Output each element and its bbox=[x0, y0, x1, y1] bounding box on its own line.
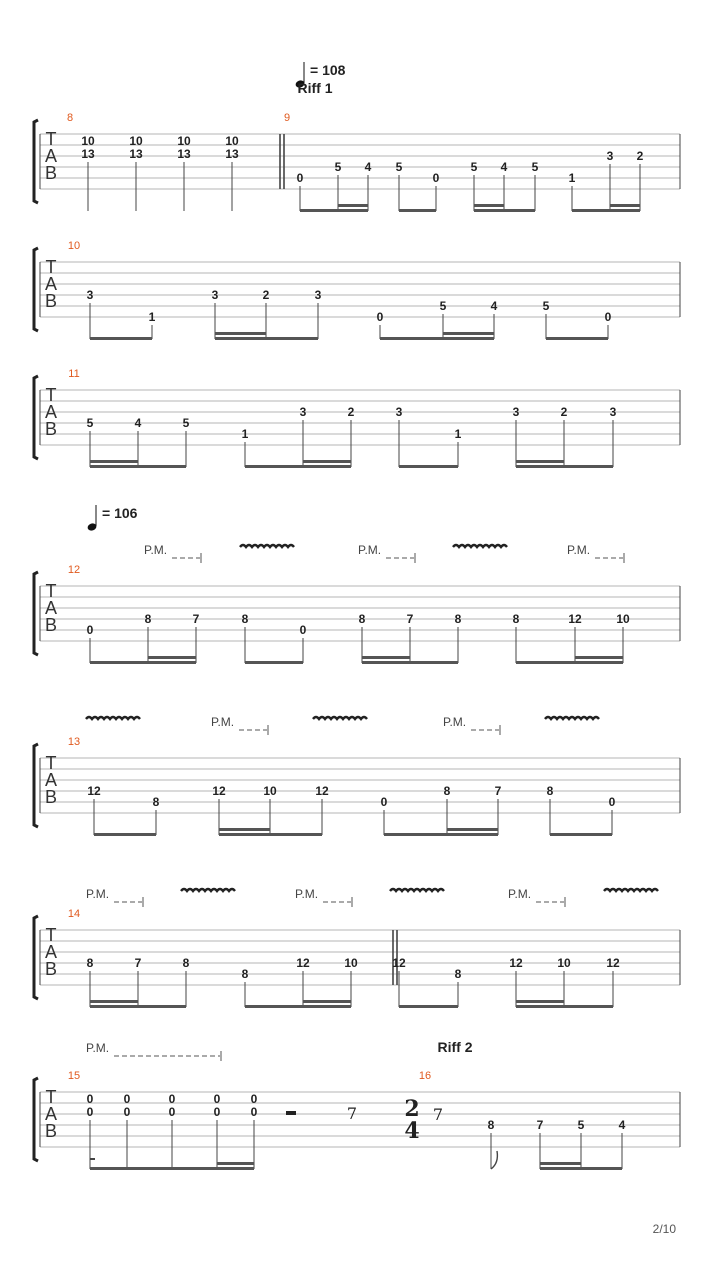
beam bbox=[245, 661, 303, 664]
fret-number: 0 bbox=[86, 1105, 94, 1119]
beam-secondary bbox=[303, 460, 351, 463]
short-stroke bbox=[90, 1158, 95, 1160]
beam-secondary bbox=[215, 332, 266, 335]
system-bracket bbox=[34, 120, 38, 203]
beam-secondary bbox=[575, 656, 623, 659]
palm-mute-label: P.M. bbox=[567, 543, 591, 557]
eighth-rest: 7 bbox=[432, 1105, 444, 1124]
beam-secondary bbox=[474, 204, 504, 207]
fret-number: 2 bbox=[262, 288, 270, 302]
beam bbox=[215, 337, 318, 340]
beam bbox=[245, 465, 351, 468]
fret-number: 1 bbox=[241, 427, 249, 441]
palm-mute-label: P.M. bbox=[211, 715, 235, 729]
beam-secondary bbox=[148, 656, 196, 659]
fret-number: 0 bbox=[296, 171, 304, 185]
beam bbox=[399, 465, 458, 468]
fret-number: 10 bbox=[344, 956, 358, 970]
palm-mute-label: P.M. bbox=[86, 887, 110, 901]
fret-number: 0 bbox=[376, 310, 384, 324]
measure-number: 16 bbox=[418, 1070, 432, 1082]
fret-number: 3 bbox=[211, 288, 219, 302]
note-flag bbox=[491, 1151, 497, 1169]
beam-secondary bbox=[443, 332, 494, 335]
beam bbox=[90, 1167, 254, 1170]
tab-clef-letter: A bbox=[44, 146, 58, 166]
fret-number: 12 bbox=[509, 956, 523, 970]
beam bbox=[380, 337, 494, 340]
tab-clef-letter: T bbox=[45, 753, 57, 773]
tempo-marking: = 108 bbox=[310, 62, 346, 78]
fret-number: 8 bbox=[454, 967, 462, 981]
fret-number: 10 bbox=[263, 784, 277, 798]
fret-number: 12 bbox=[568, 612, 582, 626]
vibrato-mark bbox=[390, 889, 444, 891]
fret-number: 3 bbox=[299, 405, 307, 419]
fret-number: 8 bbox=[241, 612, 249, 626]
fret-number: 2 bbox=[636, 149, 644, 163]
beam bbox=[94, 833, 156, 836]
time-signature-top: 2 bbox=[404, 1096, 420, 1122]
vibrato-mark bbox=[240, 545, 294, 547]
tab-clef-letter: T bbox=[45, 925, 57, 945]
beam bbox=[362, 661, 458, 664]
beam-secondary bbox=[516, 1000, 564, 1003]
fret-number: 2 bbox=[347, 405, 355, 419]
fret-number: 10 bbox=[129, 134, 143, 148]
fret-number: 3 bbox=[86, 288, 94, 302]
fret-number: 3 bbox=[395, 405, 403, 419]
beam bbox=[90, 465, 186, 468]
fret-number: 10 bbox=[81, 134, 95, 148]
fret-number: 1 bbox=[454, 427, 462, 441]
fret-number: 3 bbox=[512, 405, 520, 419]
system-bracket bbox=[34, 248, 38, 331]
measure-number: 9 bbox=[283, 112, 291, 124]
tab-clef-letter: A bbox=[44, 942, 58, 962]
beam bbox=[516, 465, 613, 468]
fret-number: 3 bbox=[606, 149, 614, 163]
palm-mute-label: P.M. bbox=[508, 887, 532, 901]
fret-number: 13 bbox=[81, 147, 95, 161]
tab-clef-letter: A bbox=[44, 1104, 58, 1124]
fret-number: 8 bbox=[487, 1118, 495, 1132]
beam bbox=[90, 337, 152, 340]
fret-number: 2 bbox=[560, 405, 568, 419]
fret-number: 4 bbox=[364, 160, 372, 174]
measure-number: 8 bbox=[66, 112, 74, 124]
fret-number: 4 bbox=[500, 160, 508, 174]
fret-number: 5 bbox=[182, 416, 190, 430]
measure-number: 12 bbox=[67, 564, 81, 576]
beam-secondary bbox=[447, 828, 498, 831]
fret-number: 0 bbox=[250, 1092, 258, 1106]
beam-secondary bbox=[516, 460, 564, 463]
beam bbox=[474, 209, 535, 212]
fret-number: 12 bbox=[87, 784, 101, 798]
fret-number: 1 bbox=[148, 310, 156, 324]
fret-number: 0 bbox=[123, 1092, 131, 1106]
fret-number: 4 bbox=[490, 299, 498, 313]
system-bracket bbox=[34, 376, 38, 459]
fret-number: 0 bbox=[213, 1092, 221, 1106]
fret-number: 8 bbox=[546, 784, 554, 798]
fret-number: 0 bbox=[432, 171, 440, 185]
beam-secondary bbox=[217, 1162, 254, 1165]
fret-number: 7 bbox=[536, 1118, 544, 1132]
tab-clef-letter: A bbox=[44, 598, 58, 618]
eighth-rest: 7 bbox=[346, 1104, 358, 1123]
tab-clef-letter: T bbox=[45, 1087, 57, 1107]
fret-number: 8 bbox=[512, 612, 520, 626]
fret-number: 5 bbox=[395, 160, 403, 174]
measure-number: 11 bbox=[68, 368, 80, 380]
beam bbox=[90, 661, 196, 664]
palm-mute-label: P.M. bbox=[358, 543, 382, 557]
tab-clef-letter: T bbox=[45, 129, 57, 149]
fret-number: 5 bbox=[86, 416, 94, 430]
fret-number: 8 bbox=[241, 967, 249, 981]
section-label: Riff 1 bbox=[297, 80, 333, 96]
fret-number: 5 bbox=[439, 299, 447, 313]
vibrato-mark bbox=[604, 889, 658, 891]
fret-number: 12 bbox=[392, 956, 406, 970]
beam-secondary bbox=[90, 1000, 138, 1003]
tab-clef-letter: B bbox=[44, 1121, 58, 1141]
fret-number: 8 bbox=[144, 612, 152, 626]
measure-number: 13 bbox=[67, 736, 81, 748]
fret-number: 12 bbox=[315, 784, 329, 798]
palm-mute-label: P.M. bbox=[144, 543, 168, 557]
fret-number: 7 bbox=[406, 612, 414, 626]
fret-number: 0 bbox=[168, 1105, 176, 1119]
fret-number: 12 bbox=[212, 784, 226, 798]
fret-number: 12 bbox=[606, 956, 620, 970]
fret-number: 0 bbox=[380, 795, 388, 809]
fret-number: 10 bbox=[177, 134, 191, 148]
fret-number: 5 bbox=[542, 299, 550, 313]
fret-number: 10 bbox=[616, 612, 630, 626]
tab-clef-letter: B bbox=[44, 291, 58, 311]
fret-number: 13 bbox=[225, 147, 239, 161]
fret-number: 8 bbox=[358, 612, 366, 626]
palm-mute-label: P.M. bbox=[443, 715, 467, 729]
fret-number: 10 bbox=[225, 134, 239, 148]
tab-clef-letter: A bbox=[44, 402, 58, 422]
beam-secondary bbox=[90, 460, 138, 463]
beam-secondary bbox=[362, 656, 410, 659]
fret-number: 5 bbox=[577, 1118, 585, 1132]
fret-number: 0 bbox=[299, 623, 307, 637]
vibrato-mark bbox=[313, 717, 367, 719]
fret-number: 0 bbox=[168, 1092, 176, 1106]
tab-clef-letter: A bbox=[44, 274, 58, 294]
fret-number: 0 bbox=[608, 795, 616, 809]
fret-number: 0 bbox=[86, 623, 94, 637]
half-rest bbox=[286, 1111, 296, 1115]
measure-number: 10 bbox=[67, 240, 81, 252]
fret-number: 8 bbox=[454, 612, 462, 626]
fret-number: 12 bbox=[296, 956, 310, 970]
fret-number: 8 bbox=[443, 784, 451, 798]
beam bbox=[546, 337, 608, 340]
tab-clef-letter: T bbox=[45, 581, 57, 601]
beam bbox=[399, 1005, 458, 1008]
tab-clef-letter: B bbox=[44, 419, 58, 439]
beam bbox=[540, 1167, 622, 1170]
fret-number: 7 bbox=[494, 784, 502, 798]
system-bracket bbox=[34, 916, 38, 999]
vibrato-mark bbox=[545, 717, 599, 719]
beam bbox=[90, 1005, 186, 1008]
fret-number: 0 bbox=[123, 1105, 131, 1119]
beam bbox=[516, 1005, 613, 1008]
beam bbox=[300, 209, 368, 212]
tab-clef-letter: A bbox=[44, 770, 58, 790]
palm-mute-label: P.M. bbox=[86, 1041, 110, 1055]
vibrato-mark bbox=[86, 717, 140, 719]
fret-number: 5 bbox=[470, 160, 478, 174]
tab-clef-letter: B bbox=[44, 959, 58, 979]
fret-number: 13 bbox=[129, 147, 143, 161]
system-bracket bbox=[34, 744, 38, 827]
beam bbox=[516, 661, 623, 664]
fret-number: 7 bbox=[192, 612, 200, 626]
beam bbox=[550, 833, 612, 836]
fret-number: 0 bbox=[213, 1105, 221, 1119]
beam-secondary bbox=[540, 1162, 581, 1165]
page-number: 2/10 bbox=[652, 1222, 676, 1236]
beam-secondary bbox=[219, 828, 270, 831]
beam-secondary bbox=[338, 204, 368, 207]
fret-number: 1 bbox=[568, 171, 576, 185]
fret-number: 8 bbox=[86, 956, 94, 970]
system-bracket bbox=[34, 1078, 38, 1161]
fret-number: 7 bbox=[134, 956, 142, 970]
fret-number: 5 bbox=[334, 160, 342, 174]
time-signature-bottom: 4 bbox=[404, 1118, 420, 1144]
fret-number: 10 bbox=[557, 956, 571, 970]
fret-number: 5 bbox=[531, 160, 539, 174]
section-label: Riff 2 bbox=[437, 1039, 473, 1055]
beam bbox=[572, 209, 640, 212]
fret-number: 4 bbox=[618, 1118, 626, 1132]
vibrato-mark bbox=[181, 889, 235, 891]
tab-clef-letter: T bbox=[45, 385, 57, 405]
fret-number: 4 bbox=[134, 416, 142, 430]
system-bracket bbox=[34, 572, 38, 655]
beam bbox=[245, 1005, 351, 1008]
measure-number: 15 bbox=[67, 1070, 81, 1082]
beam bbox=[384, 833, 498, 836]
fret-number: 0 bbox=[604, 310, 612, 324]
tab-clef-letter: B bbox=[44, 163, 58, 183]
beam bbox=[219, 833, 322, 836]
fret-number: 0 bbox=[250, 1105, 258, 1119]
fret-number: 3 bbox=[314, 288, 322, 302]
tab-clef-letter: B bbox=[44, 615, 58, 635]
fret-number: 13 bbox=[177, 147, 191, 161]
tab-clef-letter: B bbox=[44, 787, 58, 807]
beam bbox=[399, 209, 436, 212]
fret-number: 0 bbox=[86, 1092, 94, 1106]
tab-clef-letter: T bbox=[45, 257, 57, 277]
vibrato-mark bbox=[453, 545, 507, 547]
fret-number: 3 bbox=[609, 405, 617, 419]
fret-number: 8 bbox=[152, 795, 160, 809]
fret-number: 8 bbox=[182, 956, 190, 970]
palm-mute-label: P.M. bbox=[295, 887, 319, 901]
beam-secondary bbox=[610, 204, 640, 207]
measure-number: 14 bbox=[67, 908, 81, 920]
tempo-marking: = 106 bbox=[102, 505, 138, 521]
beam-secondary bbox=[303, 1000, 351, 1003]
